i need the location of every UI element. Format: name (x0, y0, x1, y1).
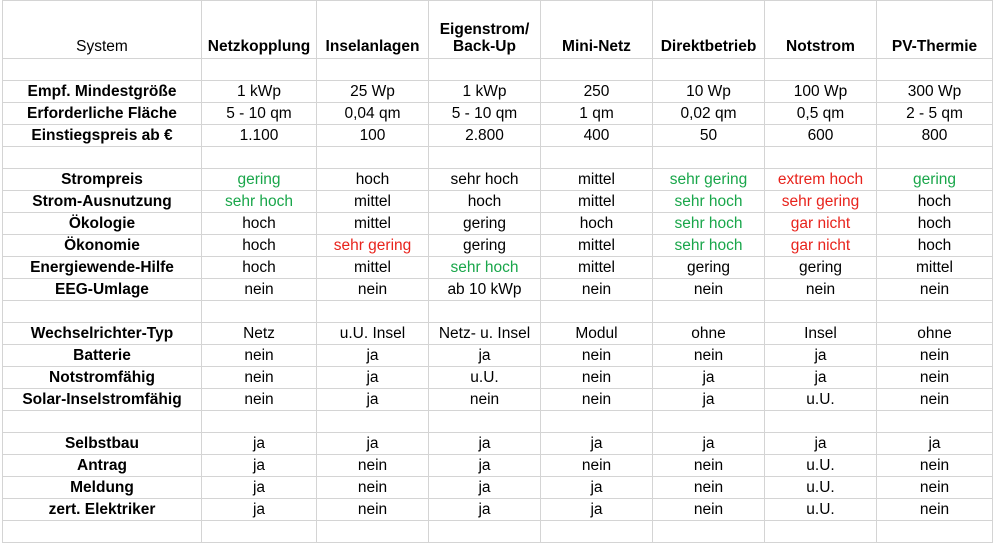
table-cell: sehr hoch (653, 213, 765, 235)
empty-cell (429, 59, 541, 81)
table-cell: sehr gering (765, 191, 877, 213)
table-cell: Netz (202, 323, 317, 345)
table-cell: Insel (765, 323, 877, 345)
empty-cell (653, 59, 765, 81)
spacer-row (3, 411, 993, 433)
comparison-table (2, 0, 993, 543)
table-cell: nein (877, 499, 993, 521)
table-cell: u.U. (429, 367, 541, 389)
table-cell: nein (541, 345, 653, 367)
table-cell: ja (202, 499, 317, 521)
row-label: Ökologie (3, 213, 202, 235)
table-cell: hoch (877, 213, 993, 235)
table-row (3, 455, 993, 477)
column-header: Notstrom (765, 1, 877, 59)
empty-cell (877, 301, 993, 323)
table-cell: nein (317, 279, 429, 301)
table-cell: hoch (541, 213, 653, 235)
table-cell: gering (202, 169, 317, 191)
table-cell: ab 10 kWp (429, 279, 541, 301)
table-row (3, 389, 993, 411)
table-cell: mittel (541, 257, 653, 279)
table-cell: sehr gering (317, 235, 429, 257)
empty-cell (202, 59, 317, 81)
table-cell: 2 - 5 qm (877, 103, 993, 125)
table-cell: ja (429, 345, 541, 367)
empty-cell (653, 147, 765, 169)
table-cell: 100 (317, 125, 429, 147)
table-cell: 400 (541, 125, 653, 147)
table-cell: nein (202, 367, 317, 389)
empty-cell (541, 301, 653, 323)
spacer-row (3, 301, 993, 323)
empty-cell (877, 411, 993, 433)
table-row (3, 345, 993, 367)
table-cell: gering (429, 213, 541, 235)
spacer-row (3, 59, 993, 81)
table-cell: nein (653, 455, 765, 477)
table-cell: sehr hoch (653, 191, 765, 213)
table-cell: ja (653, 433, 765, 455)
table-cell: ja (653, 367, 765, 389)
table-cell: nein (541, 367, 653, 389)
empty-cell (317, 411, 429, 433)
table-cell: hoch (877, 191, 993, 213)
table-row (3, 257, 993, 279)
empty-cell (429, 521, 541, 543)
empty-cell (877, 521, 993, 543)
row-label: Wechselrichter-Typ (3, 323, 202, 345)
table-cell: 50 (653, 125, 765, 147)
table-row (3, 499, 993, 521)
table-cell: nein (653, 279, 765, 301)
table-cell: nein (541, 279, 653, 301)
row-label: Antrag (3, 455, 202, 477)
table-cell: gar nicht (765, 235, 877, 257)
column-header-text: Eigenstrom/ Back-Up (439, 20, 530, 55)
table-cell: ja (653, 389, 765, 411)
table-cell: gering (765, 257, 877, 279)
column-header: Direktbetrieb (653, 1, 765, 59)
table-cell: nein (877, 279, 993, 301)
table-cell: ja (877, 433, 993, 455)
table-cell: sehr hoch (653, 235, 765, 257)
empty-cell (202, 301, 317, 323)
empty-cell (429, 147, 541, 169)
table-row (3, 81, 993, 103)
table-cell: nein (877, 345, 993, 367)
empty-cell (317, 59, 429, 81)
empty-cell (541, 411, 653, 433)
table-row (3, 367, 993, 389)
table-cell: ja (317, 367, 429, 389)
table-cell: nein (877, 367, 993, 389)
empty-cell (3, 59, 202, 81)
empty-cell (317, 147, 429, 169)
row-label: Meldung (3, 477, 202, 499)
empty-cell (429, 411, 541, 433)
table-cell: ja (541, 433, 653, 455)
row-label: Empf. Mindestgröße (3, 81, 202, 103)
table-row (3, 125, 993, 147)
table-cell: 100 Wp (765, 81, 877, 103)
table-cell: 10 Wp (653, 81, 765, 103)
table-row (3, 103, 993, 125)
empty-cell (317, 521, 429, 543)
empty-cell (541, 147, 653, 169)
empty-cell (3, 301, 202, 323)
table-cell: nein (429, 389, 541, 411)
table-cell: hoch (202, 257, 317, 279)
table-cell: gar nicht (765, 213, 877, 235)
row-label: Selbstbau (3, 433, 202, 455)
table-cell: 0,04 qm (317, 103, 429, 125)
table-cell: hoch (202, 213, 317, 235)
table-cell: hoch (317, 169, 429, 191)
table-cell: ja (429, 433, 541, 455)
empty-cell (765, 411, 877, 433)
empty-cell (202, 521, 317, 543)
empty-cell (202, 147, 317, 169)
table-cell: nein (202, 389, 317, 411)
table-row (3, 433, 993, 455)
table-cell: ja (429, 499, 541, 521)
table-cell: mittel (541, 169, 653, 191)
row-label: Strom-Ausnutzung (3, 191, 202, 213)
table-cell: 800 (877, 125, 993, 147)
table-cell: gering (653, 257, 765, 279)
row-label: Notstromfähig (3, 367, 202, 389)
table-cell: nein (317, 499, 429, 521)
table-cell: 25 Wp (317, 81, 429, 103)
empty-cell (653, 411, 765, 433)
table-cell: ja (317, 345, 429, 367)
table-row (3, 213, 993, 235)
empty-cell (317, 301, 429, 323)
table-row (3, 279, 993, 301)
table-cell: ja (541, 499, 653, 521)
spacer-row (3, 147, 993, 169)
table-cell: ja (202, 477, 317, 499)
table-cell: nein (653, 499, 765, 521)
table-cell: mittel (877, 257, 993, 279)
table-cell: nein (202, 279, 317, 301)
table-row (3, 191, 993, 213)
row-label: Batterie (3, 345, 202, 367)
table-cell: nein (653, 477, 765, 499)
table-cell: 300 Wp (877, 81, 993, 103)
table-cell: nein (541, 389, 653, 411)
table-cell: mittel (541, 191, 653, 213)
row-label: zert. Elektriker (3, 499, 202, 521)
empty-cell (653, 521, 765, 543)
empty-cell (3, 147, 202, 169)
column-header: Inselanlagen (317, 1, 429, 59)
column-header: PV-Thermie (877, 1, 993, 59)
empty-cell (765, 147, 877, 169)
table-cell: nein (877, 455, 993, 477)
table-cell: ja (429, 455, 541, 477)
table-cell: mittel (317, 257, 429, 279)
empty-cell (653, 301, 765, 323)
table-cell: sehr hoch (202, 191, 317, 213)
table-cell: extrem hoch (765, 169, 877, 191)
table-cell: 5 - 10 qm (429, 103, 541, 125)
table-cell: 1 kWp (429, 81, 541, 103)
table-cell: mittel (317, 191, 429, 213)
table-cell: ja (765, 367, 877, 389)
row-label: Erforderliche Fläche (3, 103, 202, 125)
table-cell: u.U. (765, 389, 877, 411)
row-label: Strompreis (3, 169, 202, 191)
table-cell: u.U. (765, 477, 877, 499)
column-header: Mini-Netz (541, 1, 653, 59)
table-cell: sehr gering (653, 169, 765, 191)
table-cell: ja (202, 433, 317, 455)
table-cell: 600 (765, 125, 877, 147)
row-label: EEG-Umlage (3, 279, 202, 301)
table-row (3, 477, 993, 499)
table-cell: Netz- u. Insel (429, 323, 541, 345)
empty-cell (877, 59, 993, 81)
table-cell: ja (541, 477, 653, 499)
table-cell: 1.100 (202, 125, 317, 147)
table-cell: gering (429, 235, 541, 257)
table-cell: ja (765, 433, 877, 455)
table-cell: 2.800 (429, 125, 541, 147)
table-cell: nein (765, 279, 877, 301)
table-cell: mittel (541, 235, 653, 257)
table-cell: hoch (202, 235, 317, 257)
empty-cell (765, 521, 877, 543)
empty-cell (541, 521, 653, 543)
table-cell: 5 - 10 qm (202, 103, 317, 125)
spacer-row (3, 521, 993, 543)
table-cell: sehr hoch (429, 169, 541, 191)
table-row (3, 169, 993, 191)
empty-cell (765, 59, 877, 81)
table-cell: nein (317, 455, 429, 477)
table-cell: sehr hoch (429, 257, 541, 279)
table-cell: hoch (429, 191, 541, 213)
row-label: Energiewende-Hilfe (3, 257, 202, 279)
table-row (3, 323, 993, 345)
table-cell: u.U. (765, 499, 877, 521)
table-row (3, 235, 993, 257)
table-cell: Modul (541, 323, 653, 345)
row-label: Solar-Inselstromfähig (3, 389, 202, 411)
table-cell: 1 kWp (202, 81, 317, 103)
table-cell: nein (317, 477, 429, 499)
column-header: Netzkopplung (202, 1, 317, 59)
table-cell: ja (429, 477, 541, 499)
table-cell: hoch (877, 235, 993, 257)
table-cell: 0,02 qm (653, 103, 765, 125)
table-cell: ja (765, 345, 877, 367)
header-row (3, 1, 993, 59)
table-cell: 250 (541, 81, 653, 103)
table-cell: nein (202, 345, 317, 367)
empty-cell (541, 59, 653, 81)
empty-cell (429, 301, 541, 323)
row-label: Ökonomie (3, 235, 202, 257)
empty-cell (877, 147, 993, 169)
column-header (429, 1, 541, 59)
empty-cell (3, 411, 202, 433)
table-cell: 0,5 qm (765, 103, 877, 125)
table-body (3, 1, 993, 543)
table-cell: nein (877, 389, 993, 411)
empty-cell (3, 521, 202, 543)
empty-cell (202, 411, 317, 433)
table-cell: ohne (653, 323, 765, 345)
table-cell: gering (877, 169, 993, 191)
table-cell: u.U. (765, 455, 877, 477)
empty-cell (765, 301, 877, 323)
table-cell: nein (541, 455, 653, 477)
table-cell: ohne (877, 323, 993, 345)
system-header: System (3, 1, 202, 59)
table-cell: u.U. Insel (317, 323, 429, 345)
row-label: Einstiegspreis ab € (3, 125, 202, 147)
table-cell: nein (653, 345, 765, 367)
table-cell: mittel (317, 213, 429, 235)
table-cell: 1 qm (541, 103, 653, 125)
table-cell: ja (317, 389, 429, 411)
table-cell: nein (877, 477, 993, 499)
table-cell: ja (202, 455, 317, 477)
table-cell: ja (317, 433, 429, 455)
